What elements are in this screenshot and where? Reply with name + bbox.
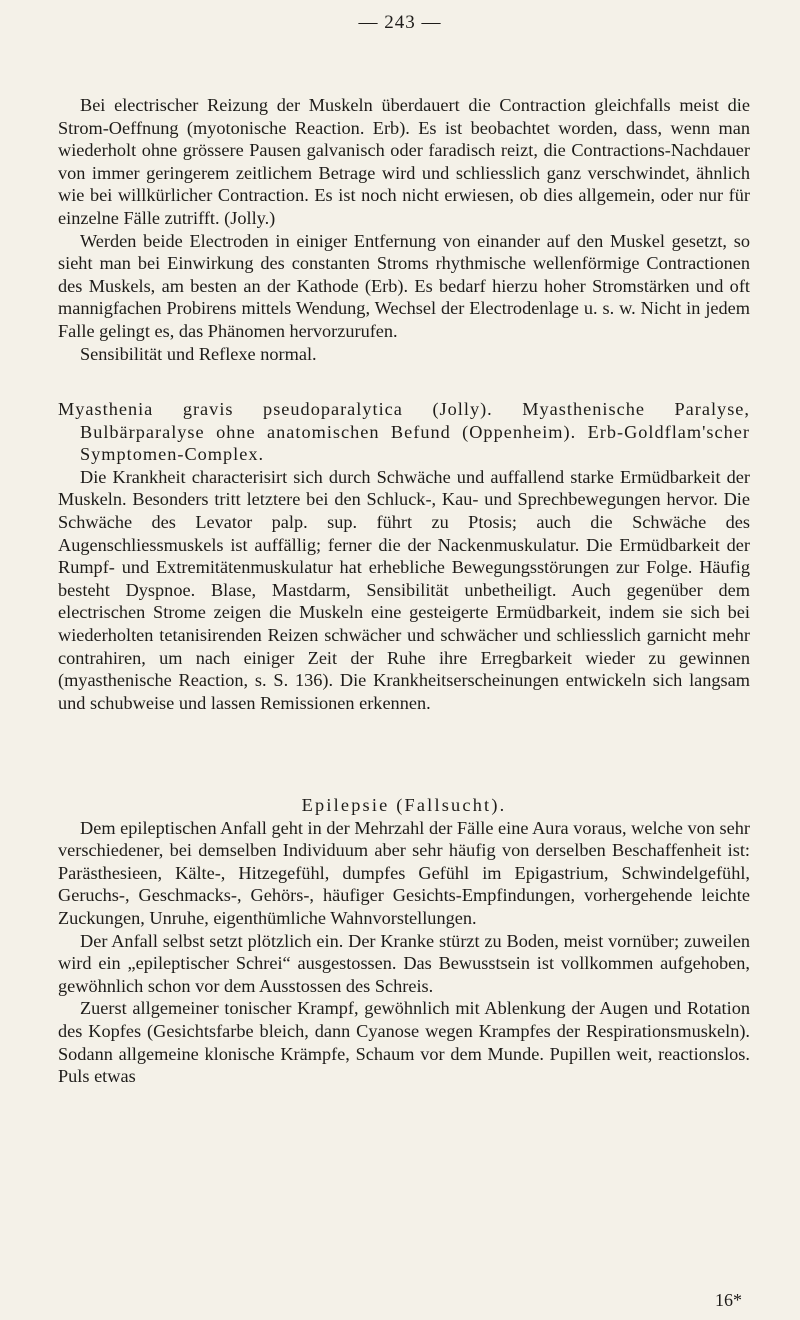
paragraph: Der Anfall selbst setzt plötzlich ein. Der Kranke stürzt zu Boden, meist vornüber; zuweilen wird ein „epileptischer Schrei“ ausgestossen. Das Bewusstsein ist vollkommen aufgehoben, gewöhnlich schon vor dem Ausstossen des Schreis. bbox=[58, 930, 750, 996]
signature-mark: 16* bbox=[715, 1290, 742, 1310]
paragraph: Zuerst allgemeiner tonischer Krampf, gewöhnlich mit Ablenkung der Augen und Rotation des Kopfes (Gesichtsfarbe bleich, dann Cyanose wegen Krampfes der Respirationsmuskeln). Sodann allgemeine klonische Krämpfe, Schaum vor dem Munde. Pupillen weit, reactionslos. Puls etwas bbox=[58, 998, 750, 1087]
section-myasthenia bbox=[58, 398, 750, 714]
section-heading: Epilepsie (Fallsucht). bbox=[301, 795, 507, 815]
section-epilepsie bbox=[58, 794, 750, 1088]
paragraph: Dem epileptischen Anfall geht in der Mehrzahl der Fälle eine Aura voraus, welche von sehr verschiedener, bei demselben Individuum aber sehr häufig von derselben Beschaffenheit ist: Parästhesieen, Kälte-, Hitzegefühl, dumpfes Gefühl im Epigastrium, Schwindelgefühl, Geruchs-, Geschmacks-, Gehörs-, häufiger Gesichts-Empfindungen, vorhergehende leichte Zuckungen, Unruhe, eigenthümliche Wahnvorstellungen. bbox=[58, 817, 750, 928]
paragraph: Sensibilität und Reflexe normal. bbox=[80, 343, 317, 364]
section-heading: Myasthenia gravis pseudoparalytica (Jolly). Myasthenische Paralyse, Bulbärparalyse ohne anatomischen Befund (Oppenheim). Erb-Goldflam'scher Symptomen-Complex. bbox=[58, 399, 750, 465]
paragraph: Bei electrischer Reizung der Muskeln überdauert die Contraction gleichfalls meist die Strom-Oeffnung (myotonische Reaction. Erb). Es ist beobachtet worden, dass, wenn man wiederholt ohne grössere Pausen galvanisch oder faradisch reizt, die Contractions-Nachdauer von immer geringerem zeitlichem Betrage wird und schliesslich ganz verschwindet, ähnlich wie bei willkürlicher Contraction. Es ist noch nicht erwiesen, ob dies allgemein, oder nur für einzelne Fälle zutrifft. (Jolly.) bbox=[58, 95, 750, 228]
page-number: — 243 — bbox=[358, 12, 442, 33]
paragraph: Die Krankheit characterisirt sich durch Schwäche und auffallend starke Ermüdbarkeit der Muskeln. Besonders tritt letztere bei den Schluck-, Kau- und Sprechbewegungen hervor. Die Schwäche des Levator palp. sup. führt zu Ptosis; auch die Schwäche des Augenschliessmuskels ist auffällig; ferner die der Nackenmuskulatur. Die Ermüdbarkeit der Rumpf- und Extremitätenmuskulatur hat erhebliche Bewegungsstörungen zur Folge. Häufig besteht Dyspnoe. Blase, Mastdarm, Sensibilität unbetheiligt. Auch gegenüber dem electrischen Strome zeigen die Muskeln eine gesteigerte Ermüdbarkeit, indem sie sich bei wiederholten tetanisirenden Reizen schwächer und schwächer und schliesslich garnicht mehr contrahiren, um nach einiger Zeit der Ruhe ihre Erregbarkeit wieder zu gewinnen (myasthenische Reaction, s. S. 136). Die Krankheitserscheinungen entwickeln sich langsam und schubweise und lassen Remissionen erkennen. bbox=[58, 466, 750, 713]
section-myotonic-reaction bbox=[58, 94, 750, 365]
paragraph: Werden beide Electroden in einiger Entfernung von einander auf den Muskel gesetzt, so sieht man bei Einwirkung des constanten Stroms rhythmische wellenförmige Contractionen des Muskels, am besten an der Kathode (Erb). Es bedarf hierzu hoher Stromstärken und oft mannigfachen Probirens mittels Wendung, Wechsel der Electrodenlage u. s. w. Nicht in jedem Falle gelingt es, das Phänomen hervorzurufen. bbox=[58, 230, 750, 341]
